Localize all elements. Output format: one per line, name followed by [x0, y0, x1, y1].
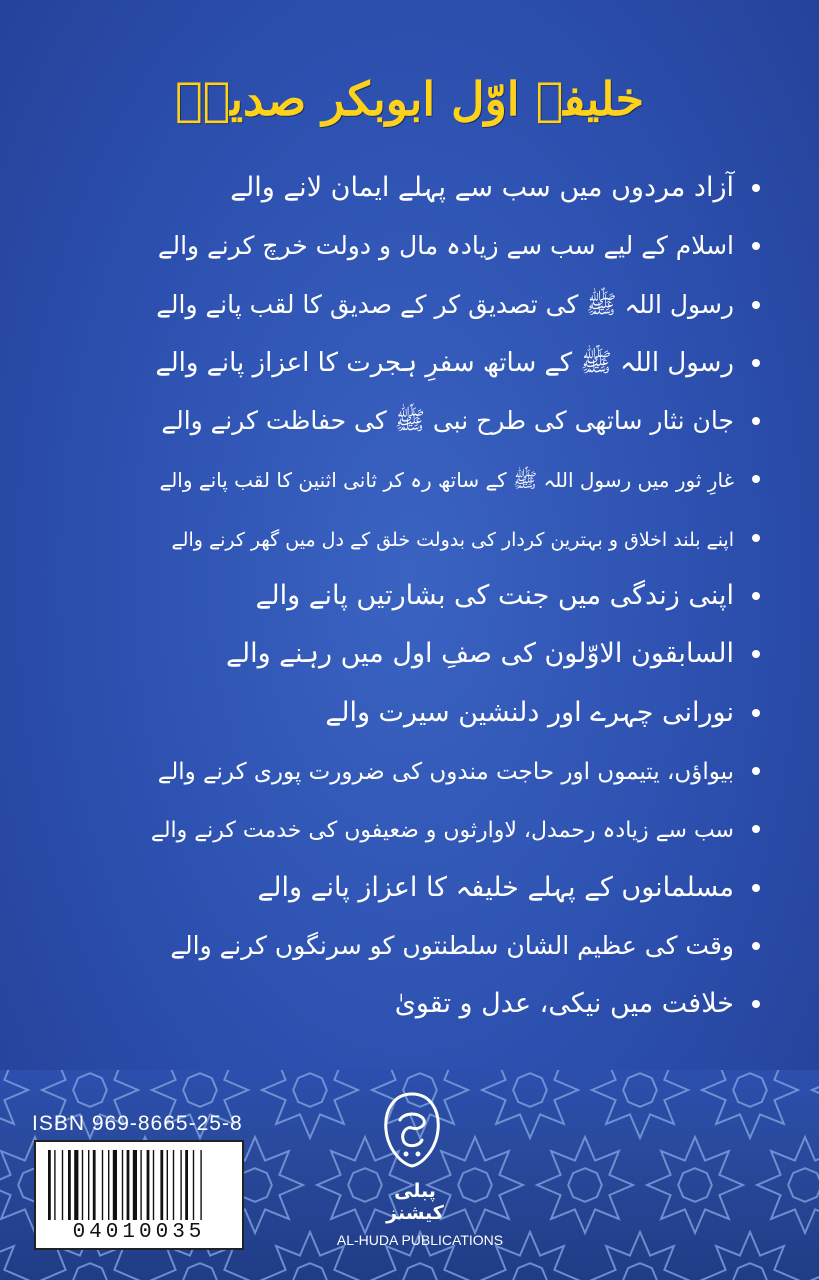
- list-item: [150, 986, 760, 1044]
- list-item: [150, 287, 760, 345]
- barcode-bar: [74, 1150, 78, 1220]
- publisher-name-english: AL-HUDA PUBLICATIONS: [336, 1232, 504, 1248]
- book-title: خلیفۂ اوّل ابوبکر صدیقؓ: [174, 72, 645, 126]
- bullet-icon: [752, 825, 760, 833]
- list-item-text: اسلام کے لیے سب سے زیادہ مال و دولت خرچ کرنے والے: [157, 231, 734, 261]
- list-item-text: غارِ ثور میں رسول اللہ ﷺ کے ساتھ رہ کر ثانی اثنین کا لقب پانے والے: [159, 468, 734, 493]
- barcode-bar: [113, 1150, 117, 1220]
- list-item: [150, 345, 760, 403]
- barcode-bar: [108, 1150, 109, 1220]
- publisher-name-urdu: پبلی کیشنز: [386, 1180, 444, 1224]
- list-item: [150, 520, 760, 578]
- barcode-bar: [62, 1150, 63, 1220]
- bullet-icon: [752, 242, 760, 250]
- list-item-text: السابقون الاوّلون کی صفِ اول میں رہنے والے: [226, 638, 734, 670]
- list-item: [150, 928, 760, 986]
- bullet-icon: [752, 475, 760, 483]
- list-item: [150, 811, 760, 869]
- barcode-bar: [48, 1150, 51, 1220]
- bullet-icon: [752, 1000, 760, 1008]
- list-item-text: بیواؤں، یتیموں اور حاجت مندوں کی ضرورت پوری کرنے والے: [157, 758, 734, 785]
- bullet-icon: [752, 417, 760, 425]
- isbn-label: ISBN 969-8665-25-8: [32, 1112, 243, 1135]
- list-item: [150, 753, 760, 811]
- list-item-text: خلافت میں نیکی، عدل و تقویٰ: [394, 988, 734, 1020]
- list-item: [150, 695, 760, 753]
- list-item-text: اپنی زندگی میں جنت کی بشارتیں پانے والے: [255, 580, 734, 612]
- list-item-text: رسول اللہ ﷺ کے ساتھ سفرِ ہجرت کا اعزاز پانے والے: [155, 347, 734, 378]
- bullet-icon: [752, 534, 760, 542]
- list-item: [150, 461, 760, 519]
- barcode-bar: [82, 1150, 83, 1220]
- barcode-bar: [140, 1150, 141, 1220]
- barcode-bar: [160, 1150, 163, 1220]
- barcode-bar: [147, 1150, 150, 1220]
- bullet-icon: [752, 767, 760, 775]
- list-item-text: وقت کی عظیم الشان سلطنتوں کو سرنگوں کرنے والے: [170, 930, 734, 960]
- barcode-bar: [200, 1150, 201, 1220]
- barcode-bar: [153, 1150, 154, 1220]
- barcode-bar: [54, 1150, 55, 1220]
- list-item-text: جان نثار ساتھی کی طرح نبی ﷺ کی حفاظت کرنے والے: [161, 406, 734, 436]
- bullet-icon: [752, 592, 760, 600]
- list-item-text: مسلمانوں کے پہلے خلیفہ کا اعزاز پانے والے: [257, 871, 734, 903]
- list-item: [150, 170, 760, 228]
- bullet-icon: [752, 709, 760, 717]
- barcode-bar: [133, 1150, 137, 1220]
- barcode-bars: [36, 1146, 242, 1226]
- al-huda-logo-icon: [380, 1090, 444, 1170]
- barcode-bar: [185, 1150, 188, 1220]
- barcode-bar: [180, 1150, 181, 1220]
- barcode-bar: [122, 1150, 123, 1220]
- bullet-icon: [752, 184, 760, 192]
- barcode-bar: [127, 1150, 130, 1220]
- list-item: [150, 228, 760, 286]
- bullet-icon: [752, 301, 760, 309]
- bullet-icon: [752, 884, 760, 892]
- list-item: [150, 403, 760, 461]
- list-item: [150, 870, 760, 928]
- virtues-list: [150, 170, 760, 1044]
- list-item-text: رسول اللہ ﷺ کی تصدیق کر کے صدیق کا لقب پانے والے: [156, 289, 734, 319]
- list-item-text: اپنے بلند اخلاق و بہترین کردار کی بدولت خلق کے دل میں گھر کرنے والے: [171, 528, 734, 551]
- list-item-text: آزاد مردوں میں سب سے پہلے ایمان لانے والے: [230, 172, 734, 203]
- barcode-bar: [193, 1150, 194, 1220]
- barcode-bar: [88, 1150, 89, 1220]
- list-item-text: سب سے زیادہ رحمدل، لاوارثوں و ضعیفوں کی خدمت کرنے والے: [150, 818, 734, 844]
- list-item: [150, 636, 760, 694]
- bullet-icon: [752, 650, 760, 658]
- bullet-icon: [752, 359, 760, 367]
- barcode-bar: [167, 1150, 168, 1220]
- bullet-icon: [752, 942, 760, 950]
- barcode-bar: [68, 1150, 71, 1220]
- barcode-number: 04010035: [72, 1221, 206, 1244]
- barcode: [34, 1140, 244, 1250]
- barcode-bar: [173, 1150, 174, 1220]
- list-item: [150, 578, 760, 636]
- list-item-text: نورانی چہرے اور دلنشین سیرت والے: [325, 696, 734, 728]
- barcode-bar: [102, 1150, 103, 1220]
- barcode-bar: [93, 1150, 96, 1220]
